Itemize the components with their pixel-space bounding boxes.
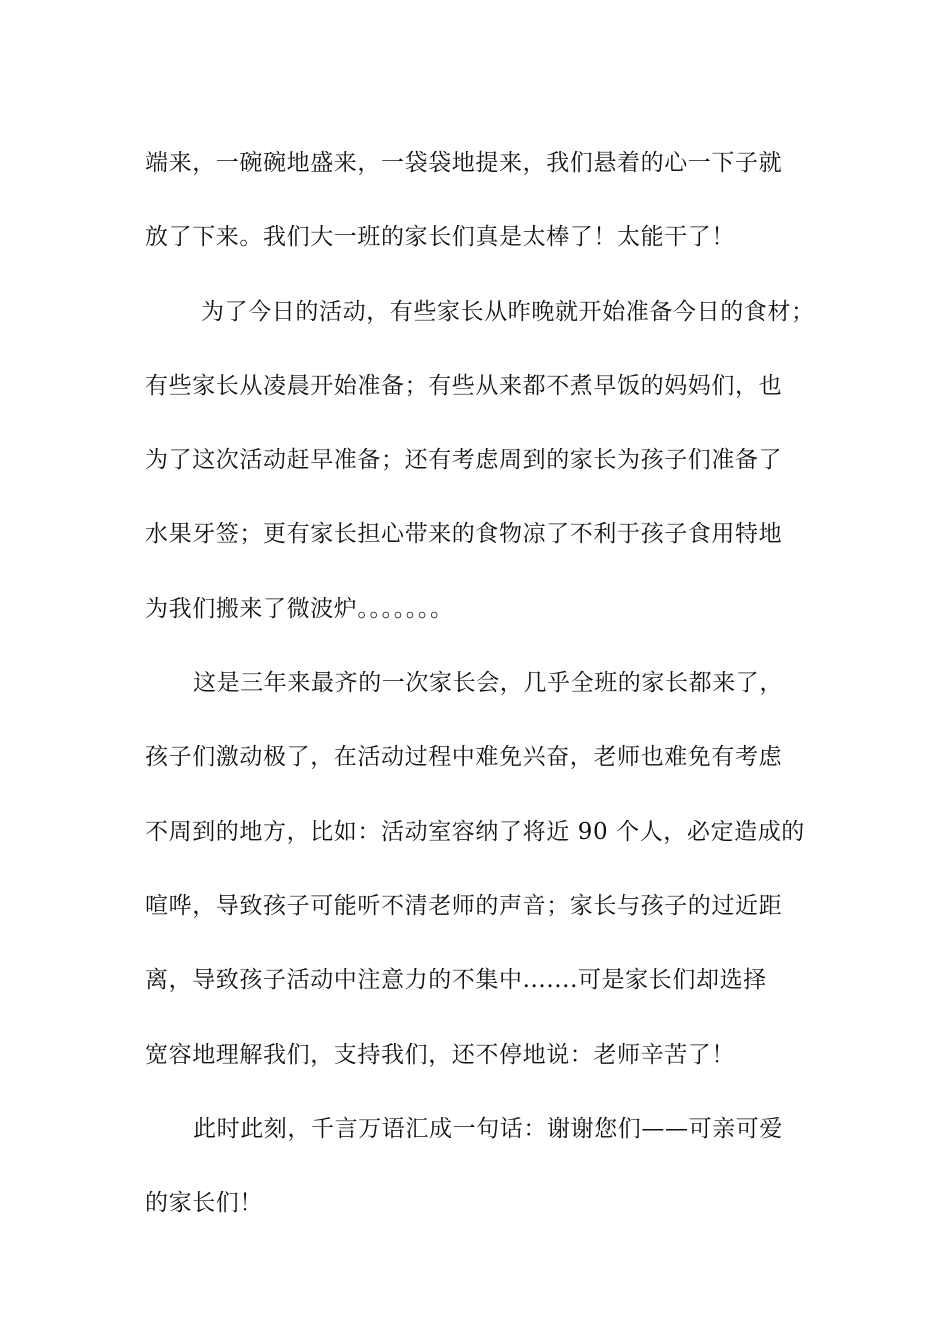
text-line-7: 为我们搬来了微波炉。。。。。。。 bbox=[145, 595, 454, 622]
text-line-5: 为了这次活动赶早准备；还有考虑周到的家长为孩子们准备了 bbox=[145, 447, 783, 474]
text-line-2: 放了下来。我们大一班的家长们真是太棒了！太能干了！ bbox=[145, 224, 735, 251]
text-line-11: 喧哗，导致孩子可能听不清老师的声音；家长与孩子的过近距 bbox=[145, 892, 783, 919]
text-line-9: 孩子们激动极了，在活动过程中难免兴奋，老师也难免有考虑 bbox=[145, 744, 783, 771]
text-line-14: 此时此刻，千言万语汇成一句话：谢谢您们——可亲可爱 bbox=[193, 1115, 783, 1142]
text-line-6: 水果牙签；更有家长担心带来的食物凉了不利于孩子食用特地 bbox=[145, 521, 783, 548]
text-line-15: 的家长们！ bbox=[145, 1190, 263, 1217]
document-body bbox=[145, 126, 825, 1240]
text-line-4: 有些家长从凌晨开始准备；有些从来都不煮早饭的妈妈们，也 bbox=[145, 372, 783, 399]
text-line-1: 端来，一碗碗地盛来，一袋袋地提来，我们悬着的心一下子就 bbox=[145, 150, 783, 176]
text-line-3: 为了今日的活动，有些家长从昨晚就开始准备今日的食材； bbox=[201, 298, 815, 325]
text-line-12: 离，导致孩子活动中注意力的不集中.......可是家长们却选择 bbox=[145, 967, 767, 994]
text-line-8: 这是三年来最齐的一次家长会，几乎全班的家长都来了， bbox=[193, 670, 783, 697]
text-line-10: 不周到的地方，比如：活动室容纳了将近 90 个人，必定造成的 bbox=[145, 818, 805, 845]
text-line-13: 宽容地理解我们，支持我们，还不停地说：老师辛苦了！ bbox=[145, 1041, 735, 1068]
